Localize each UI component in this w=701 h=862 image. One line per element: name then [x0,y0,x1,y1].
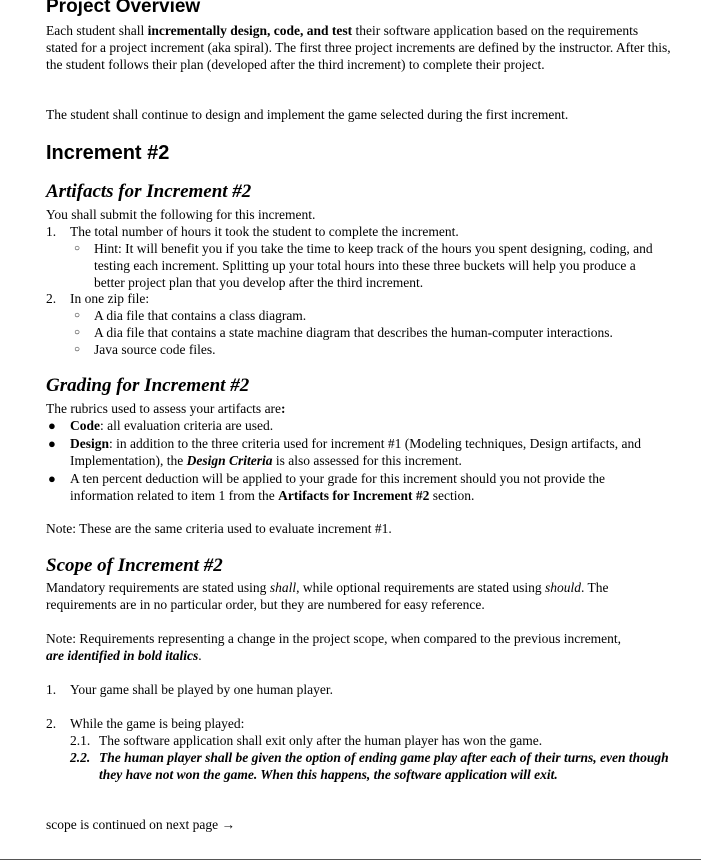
requirement-2-number: 2. [46,716,57,731]
requirement-2-2: The human player shall be given the option of ending game play after each of their turns, even though they have not won the game. When this happens, the software application will exit. [99,750,669,782]
grading-note: Note: These are the same criteria used to evaluate increment #1. [46,521,392,536]
requirement-2-2-number: 2.2. [70,750,91,765]
grading-intro: The rubrics used to assess your artifacts are: [46,401,286,416]
artifact-item-1-number: 1. [46,224,57,239]
sub-item-class-diagram: A dia file that contains a class diagram. [94,308,307,323]
grading-deduction-item: A ten percent deduction will be applied to your grade for this increment should you not provide the information related to item 1 from the Artifacts for Increment #2 section. [70,471,605,503]
overview-paragraph: Each student shall incrementally design, code, and test their software application based on the requirements stated for a project increment (aka spiral). The first three project increments are defined by the instructor. After this, the student follows their plan (developed after the third increment) to complete their project. [46,23,671,72]
requirement-1-number: 1. [46,682,57,697]
requirement-2-1-number: 2.1. [70,733,91,748]
page-bottom-rule [0,859,701,860]
continued-note: scope is continued on next page → [46,817,235,832]
bullet-icon: ● [48,471,56,486]
bullet-icon: ● [48,418,56,433]
scope-heading: Scope of Increment #2 [46,555,223,576]
sub-bullet-icon: ○ [74,310,81,321]
sub-item-java-files: Java source code files. [94,342,216,357]
requirement-1: Your game shall be played by one human player. [70,682,333,697]
sub-bullet-icon: ○ [74,344,81,355]
sub-bullet-icon: ○ [74,327,81,338]
hint-bullet-icon: ○ [74,243,81,254]
scope-intro: Mandatory requirements are stated using shall, while optional requirements are stated using should. The requirements are in no particular order, but they are numbered for easy reference. [46,580,609,612]
continue-paragraph: The student shall continue to design and implement the game selected during the first increment. [46,107,569,122]
bullet-icon: ● [48,436,56,451]
artifact-item-1: The total number of hours it took the student to complete the increment. [70,224,459,239]
artifact-hint: Hint: It will benefit you if you take the time to keep track of the hours you spent designing, coding, and testing each increment. Splitting up your total hours into these three buckets will help you produce a better project plan that you develop after the third increment. [94,241,653,290]
artifacts-intro: You shall submit the following for this increment. [46,207,316,222]
project-overview-heading: Project Overview [46,0,201,17]
artifact-item-2: In one zip file: [70,291,150,306]
artifact-item-2-number: 2. [46,291,57,306]
artifacts-heading: Artifacts for Increment #2 [46,181,252,202]
increment-heading: Increment #2 [46,142,170,164]
sub-item-state-diagram: A dia file that contains a state machine diagram that describes the human-computer interactions. [94,325,613,340]
requirement-2-1: The software application shall exit only after the human player has won the game. [99,733,543,748]
grading-heading: Grading for Increment #2 [46,375,250,396]
scope-note: Note: Requirements representing a change in the project scope, when compared to the previous increment, are identified in bold italics. [46,631,622,663]
grading-code-item: Code: all evaluation criteria are used. [70,418,274,433]
requirement-2: While the game is being played: [70,716,245,731]
grading-design-item: Design: in addition to the three criteria used for increment #1 (Modeling techniques, Design artifacts, and Implementation), the Design Criteria is also assessed for this increment. [70,436,641,468]
